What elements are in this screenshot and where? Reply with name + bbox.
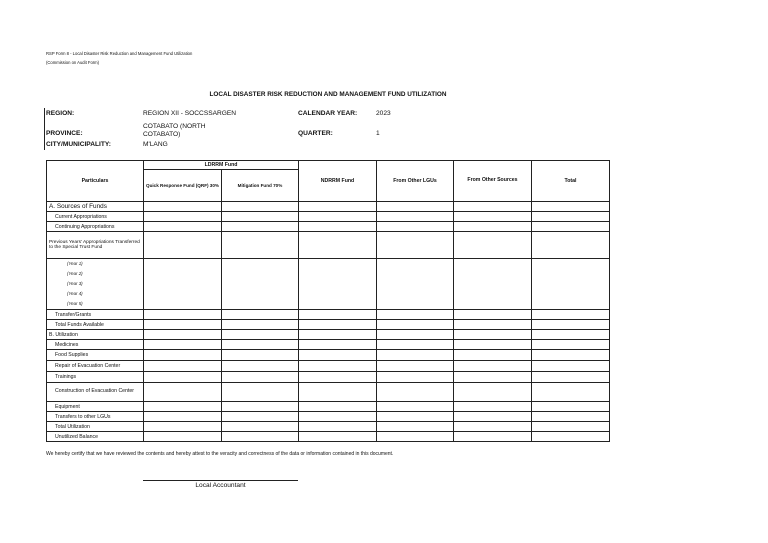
row-year-1: (Year 1)	[67, 261, 83, 266]
row-total-utilization: Total Utilization	[47, 422, 144, 432]
signatory-label: Local Accountant	[195, 482, 246, 489]
calendar-year-value: 2023	[376, 110, 391, 117]
row-repair-evacuation-center: Repair of Evacuation Center	[47, 361, 144, 372]
quarter-value: 1	[376, 130, 380, 137]
row-continuing-appropriations: Continuing Appropriations	[47, 222, 144, 232]
city-value: M'LANG	[143, 141, 168, 148]
row-total-funds-available: Total Funds Available	[47, 320, 144, 330]
row-unutilized-balance: Unutilized Balance	[47, 432, 144, 442]
row-year-list	[47, 259, 144, 310]
form-reference: RSP Form 8 - Local Disaster Risk Reduction and Management Fund Utilization	[46, 51, 193, 56]
header-left-rule	[44, 108, 45, 150]
row-year-3: (Year 3)	[67, 281, 83, 286]
header-ndrrm-fund: NDRRM Fund	[299, 161, 377, 202]
region-label: REGION:	[46, 110, 75, 117]
row-construction-evacuation-center: Construction of Evacuation Center	[47, 383, 144, 402]
row-utilization: B. Utilization	[47, 330, 144, 340]
row-transfer-grants: Transfer/Grants	[47, 310, 144, 320]
fund-utilization-table	[46, 160, 610, 442]
header-particulars: Particulars	[47, 161, 144, 202]
header-ldrrm-fund: LDRRM Fund	[144, 161, 299, 170]
row-previous-years-appropriations: Previous Years' Appropriations Transferred to the Special Trust Fund	[47, 232, 144, 259]
region-value: REGION XII - SOCCSSARGEN	[143, 110, 237, 117]
signature-line	[143, 480, 298, 481]
header-other-sources: From Other Sources	[454, 161, 532, 202]
city-label: CITY/MUNICIPALITY:	[46, 141, 111, 148]
row-food-supplies: Food Supplies	[47, 350, 144, 361]
header-total: Total	[532, 161, 610, 202]
row-year-2: (Year 2)	[67, 271, 83, 276]
province-label: PROVINCE:	[46, 130, 83, 137]
row-sources-of-funds: A. Sources of Funds	[47, 202, 144, 212]
province-value-line2: COTABATO)	[143, 131, 181, 138]
certification-statement: We hereby certify that we have reviewed the contents and hereby attest to the veracity and correctness of the data or information contained in this document.	[46, 451, 394, 457]
row-equipment: Equipment	[47, 402, 144, 412]
header-qrf: Quick Response Fund (QRF) 30%	[144, 170, 222, 202]
row-medicines: Medicines	[47, 340, 144, 350]
form-note: (Commission on Audit Form)	[46, 60, 100, 65]
row-year-5: (Year 5)	[67, 301, 83, 306]
header-other-lgus: From Other LGUs	[377, 161, 454, 202]
page-title: LOCAL DISASTER RISK REDUCTION AND MANAGEMENT FUND UTILIZATION	[209, 91, 447, 98]
row-current-appropriations: Current Appropriations	[47, 212, 144, 222]
row-year-4: (Year 4)	[67, 291, 83, 296]
row-transfers-other-lgus: Transfers to other LGUs	[47, 412, 144, 422]
calendar-year-label: CALENDAR YEAR:	[298, 110, 358, 117]
header-mitigation: Mitigation Fund 70%	[222, 170, 299, 202]
province-value-line1: COTABATO (NORTH	[143, 123, 206, 130]
quarter-label: QUARTER:	[298, 130, 333, 137]
row-trainings: Trainings	[47, 372, 144, 383]
